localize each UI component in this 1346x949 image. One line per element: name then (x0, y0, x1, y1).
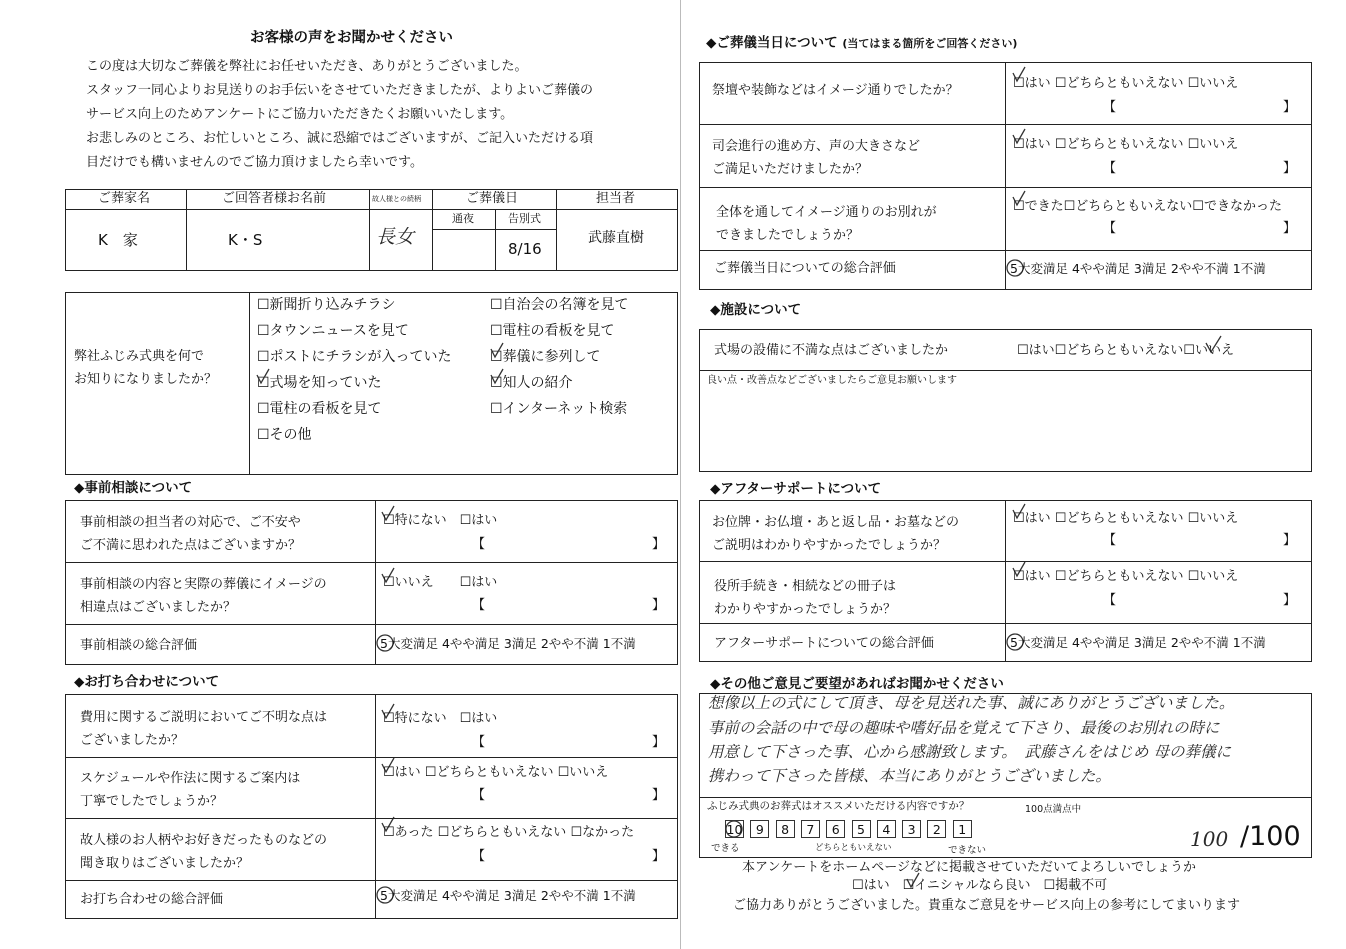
after-q3: アフターサポートについての総合評価 (714, 636, 934, 651)
source-option[interactable]: ☐葬儀に参列して (490, 349, 601, 365)
day-q3: 全体を通してイメージ通りのお別れが できましたでしょうか？ (716, 205, 937, 244)
intro-line: スタッフ一同心よりお見送りのお手伝いをさせていただきましたが、よりよいご葬儀の (86, 83, 594, 98)
scale-digit[interactable]: 2 (927, 820, 946, 838)
meeting-q1: 費用に関するご説明においてご不明な点は ございましたか？ (80, 710, 328, 749)
intro-line: この度は大切なご葬儀を弊社にお任せいただき、ありがとうございました。 (86, 59, 528, 74)
intro-line: サービス向上のためアンケートにご協力いただきたくお願いいたします。 (86, 107, 514, 122)
scale-digit[interactable]: 9 (750, 820, 769, 838)
source-question: 弊社ふじみ式典を何で お知りになりましたか？ (74, 349, 218, 388)
scale-digit[interactable]: 10 (726, 822, 743, 837)
after-title: ◆アフターサポートについて (710, 481, 882, 497)
consult-a2[interactable]: ☐いいえ ☐はい (383, 575, 498, 590)
source-option[interactable]: ☐その他 (257, 427, 312, 443)
meeting-a1[interactable]: ☐特にない ☐はい (383, 711, 498, 726)
source-option[interactable]: ☐知人の紹介 (490, 375, 573, 391)
family-header: ご葬家名 (98, 191, 151, 206)
day-title: ◆ご葬儀当日について (当てはまる箇所をご回答ください) (706, 35, 1018, 51)
consult-rating[interactable]: 5大変満足 4やや満足 3満足 2やや不満 1不満 (380, 636, 636, 651)
scale-mid: どちらともいえない (815, 843, 892, 853)
scale-digit[interactable]: 7 (801, 820, 820, 838)
meeting-a3[interactable]: ☐あった ☐どちらともいえない ☐なかった (383, 825, 635, 840)
footer-options[interactable]: ☐はい ☐イニシャルなら良い ☐掲載不可 (852, 878, 1108, 893)
day-q2: 司会進行の進め方、声の大きさなど ご満足いただけましたか？ (712, 139, 921, 178)
footer-thanks: ご協力ありがとうございました。貴重なご意見をサービス向上の参考にしてまいります (733, 898, 1241, 913)
staff-value: 武藤直樹 (588, 230, 644, 246)
consult-q1: 事前相談の担当者の対応で、ご不安や ご不満に思われた点はございますか？ (80, 515, 302, 554)
consult-q3: 事前相談の総合評価 (80, 638, 198, 653)
scale-digit[interactable]: 1 (953, 820, 972, 838)
scale-digit[interactable]: 3 (902, 820, 921, 838)
comment-line: 携わって下さった皆様、本当にありがとうございました。 (708, 767, 1111, 785)
meeting-q2: スケジュールや作法に関するご案内は 丁寧でしたでしょうか？ (80, 771, 301, 810)
comment-line: 用意して下さった事、心から感謝致します。 武藤さんをはじめ 母の葬儀に (708, 743, 1231, 761)
after-q2: 役所手続き・相続などの冊子は わかりやすかったでしょうか？ (714, 579, 897, 618)
wake-header: 通夜 (452, 212, 474, 225)
page-fold (680, 0, 681, 949)
intro-line: お悲しみのところ、お忙しいところ、誠に恐縮ではございますが、ご記入いただける項 (86, 131, 594, 146)
source-option[interactable]: ☐式場を知っていた (257, 375, 382, 391)
comment-line: 事前の会話の中で母の趣味や嗜好品を覚えて下さり、最後のお別れの時に (708, 719, 1220, 737)
score-note: 100点満点中 (1025, 804, 1082, 815)
meeting-q3: 故人様のお人柄やお好きだったものなどの 聞き取りはございましたか？ (80, 833, 328, 872)
relation-value: 長女 (376, 226, 415, 248)
day-q4: ご葬儀当日についての総合評価 (714, 261, 896, 276)
funeral-header: 告別式 (508, 212, 541, 225)
name-value: K・S (228, 231, 263, 249)
source-option[interactable]: ☐自治会の名簿を見て (490, 297, 629, 313)
source-option[interactable]: ☐ポストにチラシが入っていた (257, 349, 452, 365)
scale-digit[interactable]: 6 (826, 820, 845, 838)
consult-q2: 事前相談の内容と実際の葬儀にイメージの 相違点はございましたか？ (80, 577, 327, 616)
scale-left: できる (711, 843, 740, 854)
scale-digit[interactable]: 4 (877, 820, 896, 838)
meeting-a2[interactable]: ☐はい ☐どちらともいえない ☐いいえ (383, 765, 609, 780)
score-value: 100 (1190, 827, 1229, 851)
comment-line: 想像以上の式にして頂き、母を見送れた事、誠にありがとうございました。 (708, 694, 1235, 712)
day-a3[interactable]: ☐できた☐どちらともいえない☐できなかった (1013, 199, 1282, 214)
after-q1: お位牌・お仏壇・あと返し品・お墓などの ご説明はわかりやすかったでしょうか？ (712, 515, 960, 554)
source-option[interactable]: ☐電柱の看板を見て (257, 401, 382, 417)
scale-digit[interactable]: 8 (776, 820, 795, 838)
day-a1[interactable]: ☐はい ☐どちらともいえない ☐いいえ (1013, 76, 1239, 91)
relation-header: 故人様との続柄 (372, 195, 421, 203)
facility-title: ◆施設について (710, 302, 802, 318)
facility-note: 良い点・改善点などございましたらご意見お願いします (707, 375, 957, 386)
meeting-q4: お打ち合わせの総合評価 (80, 892, 224, 907)
source-option[interactable]: ☐電柱の看板を見て (490, 323, 615, 339)
source-option[interactable]: ☐インターネット検索 (490, 401, 628, 417)
footer-question: 本アンケートをホームページなどに掲載させていただいてよろしいでしょうか (742, 860, 1196, 875)
source-option[interactable]: ☐タウンニュースを見て (257, 323, 409, 339)
family-value: K 家 (98, 231, 138, 249)
name-header: ご回答者様お名前 (222, 191, 327, 206)
funeral-value: 8/16 (508, 240, 542, 258)
after-a1[interactable]: ☐はい ☐どちらともいえない ☐いいえ (1013, 511, 1239, 526)
meeting-title: ◆お打ち合わせについて (74, 674, 220, 690)
consult-title: ◆事前相談について (74, 480, 193, 496)
date-header: ご葬儀日 (466, 191, 519, 206)
day-q1: 祭壇や装飾などはイメージ通りでしたか？ (712, 83, 959, 98)
scale-right: できない (948, 845, 987, 856)
score-max: /100 (1240, 821, 1301, 852)
staff-header: 担当者 (596, 191, 636, 206)
survey-title: お客様の声をお聞かせください (250, 30, 453, 46)
facility-q1: 式場の設備に不満な点はございましたか (714, 343, 949, 358)
recommend-question: ふじみ式典のお葬式はオススメいただける内容ですか？ (707, 800, 970, 812)
scale-digit[interactable]: 5 (852, 820, 871, 838)
meeting-rating[interactable]: 5大変満足 4やや満足 3満足 2やや不満 1不満 (380, 888, 636, 903)
source-option[interactable]: ☐新聞折り込みチラシ (257, 297, 396, 313)
consult-a1[interactable]: ☐特にない ☐はい (383, 513, 498, 528)
facility-a1[interactable]: ☐はい☐どちらともいえない☐いいえ (1017, 343, 1234, 358)
intro-line: 目だけでも構いませんのでご協力頂けましたら幸いです。 (86, 155, 423, 170)
after-rating[interactable]: 5大変満足 4やや満足 3満足 2やや不満 1不満 (1010, 635, 1266, 650)
day-a2[interactable]: ☐はい ☐どちらともいえない ☐いいえ (1013, 137, 1239, 152)
day-rating[interactable]: 5大変満足 4やや満足 3満足 2やや不満 1不満 (1010, 261, 1266, 276)
after-a2[interactable]: ☐はい ☐どちらともいえない ☐いいえ (1013, 569, 1239, 584)
other-title: ◆その他ご意見ご要望があればお聞かせください (710, 676, 1004, 692)
